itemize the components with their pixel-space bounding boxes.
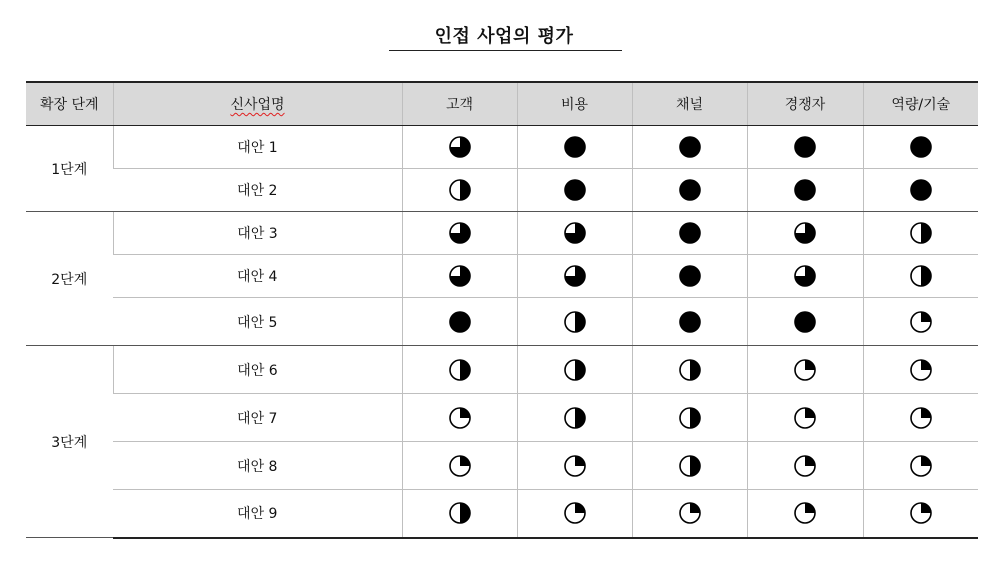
rating-cell <box>517 298 632 346</box>
harvey-ball-icon <box>910 455 932 477</box>
rating-cell <box>402 346 517 394</box>
harvey-ball-icon <box>910 179 932 201</box>
rating-cell <box>863 490 978 538</box>
rating-cell <box>632 346 747 394</box>
harvey-ball-icon <box>564 407 586 429</box>
rating-cell <box>747 212 863 255</box>
table-row <box>26 442 978 490</box>
harvey-ball-icon <box>449 136 471 158</box>
rating-cell <box>863 169 978 212</box>
rating-cell <box>632 126 747 169</box>
harvey-ball-icon <box>794 407 816 429</box>
rating-cell <box>632 212 747 255</box>
harvey-ball-icon <box>910 265 932 287</box>
rating-cell <box>747 169 863 212</box>
stage-cell: 3단계 <box>26 346 113 538</box>
evaluation-table <box>26 81 978 539</box>
harvey-ball-icon <box>449 311 471 333</box>
rating-cell <box>402 169 517 212</box>
harvey-ball-icon <box>794 311 816 333</box>
rating-cell <box>517 394 632 442</box>
harvey-ball-icon <box>794 359 816 381</box>
rating-cell <box>863 212 978 255</box>
rating-cell <box>402 212 517 255</box>
harvey-ball-icon <box>910 222 932 244</box>
harvey-ball-icon <box>794 455 816 477</box>
harvey-ball-icon <box>910 136 932 158</box>
rating-cell <box>402 255 517 298</box>
harvey-ball-icon <box>679 407 701 429</box>
harvey-ball-icon <box>910 311 932 333</box>
table-row <box>26 298 978 346</box>
alternative-name: 대안 8 <box>113 442 402 490</box>
harvey-ball-icon <box>449 455 471 477</box>
harvey-ball-icon <box>564 359 586 381</box>
rating-cell <box>747 255 863 298</box>
rating-cell <box>632 442 747 490</box>
page-title: 인접 사업의 평가 <box>434 26 574 47</box>
title-underline <box>389 50 622 51</box>
harvey-ball-icon <box>794 136 816 158</box>
stage-cell: 2단계 <box>26 212 113 346</box>
alternative-name: 대안 3 <box>113 212 402 255</box>
rating-cell <box>863 346 978 394</box>
rating-cell <box>863 394 978 442</box>
harvey-ball-icon <box>794 222 816 244</box>
harvey-ball-icon <box>794 179 816 201</box>
rating-cell <box>402 126 517 169</box>
rating-cell <box>747 442 863 490</box>
harvey-ball-icon <box>449 222 471 244</box>
table-row <box>26 126 978 169</box>
harvey-ball-icon <box>679 455 701 477</box>
rating-cell <box>747 394 863 442</box>
alternative-name: 대안 6 <box>113 346 402 394</box>
stage-cell: 1단계 <box>26 126 113 212</box>
harvey-ball-icon <box>564 222 586 244</box>
rating-cell <box>863 442 978 490</box>
rating-cell <box>747 126 863 169</box>
rating-cell <box>632 255 747 298</box>
harvey-ball-icon <box>910 502 932 524</box>
rating-cell <box>402 490 517 538</box>
alternative-name: 대안 7 <box>113 394 402 442</box>
header-channel: 채널 <box>632 82 747 126</box>
table-row <box>26 490 978 538</box>
rating-cell <box>402 394 517 442</box>
rating-cell <box>517 346 632 394</box>
harvey-ball-icon <box>679 502 701 524</box>
rating-cell <box>517 169 632 212</box>
harvey-ball-icon <box>449 265 471 287</box>
harvey-ball-icon <box>910 407 932 429</box>
header-stage: 확장 단계 <box>26 82 113 126</box>
rating-cell <box>517 126 632 169</box>
rating-cell <box>747 346 863 394</box>
alternative-name: 대안 2 <box>113 169 402 212</box>
rating-cell <box>747 490 863 538</box>
harvey-ball-icon <box>679 136 701 158</box>
header-customer: 고객 <box>402 82 517 126</box>
harvey-ball-icon <box>794 265 816 287</box>
table-row <box>26 255 978 298</box>
alternative-name: 대안 4 <box>113 255 402 298</box>
harvey-ball-icon <box>564 136 586 158</box>
rating-cell <box>632 394 747 442</box>
rating-cell <box>402 442 517 490</box>
harvey-ball-icon <box>449 359 471 381</box>
table-row <box>26 169 978 212</box>
rating-cell <box>517 442 632 490</box>
harvey-ball-icon <box>449 407 471 429</box>
rating-cell <box>863 298 978 346</box>
rating-cell <box>632 169 747 212</box>
header-cost: 비용 <box>517 82 632 126</box>
harvey-ball-icon <box>794 502 816 524</box>
table-row <box>26 212 978 255</box>
rating-cell <box>402 298 517 346</box>
rating-cell <box>517 255 632 298</box>
alternative-name: 대안 5 <box>113 298 402 346</box>
alternative-name: 대안 1 <box>113 126 402 169</box>
table-row <box>26 394 978 442</box>
harvey-ball-icon <box>679 359 701 381</box>
header-business-name-label: 신사업명 <box>230 97 285 113</box>
harvey-ball-icon <box>564 179 586 201</box>
table-row <box>26 346 978 394</box>
header-capability: 역량/기술 <box>863 82 978 126</box>
alternative-name: 대안 9 <box>113 490 402 538</box>
rating-cell <box>863 255 978 298</box>
rating-cell <box>747 298 863 346</box>
harvey-ball-icon <box>564 311 586 333</box>
rating-cell <box>632 298 747 346</box>
rating-cell <box>632 490 747 538</box>
header-business-name <box>113 82 402 126</box>
harvey-ball-icon <box>449 502 471 524</box>
harvey-ball-icon <box>679 222 701 244</box>
header-competitor: 경쟁자 <box>747 82 863 126</box>
header-row <box>26 82 978 126</box>
harvey-ball-icon <box>564 502 586 524</box>
harvey-ball-icon <box>679 265 701 287</box>
harvey-ball-icon <box>679 179 701 201</box>
harvey-ball-icon <box>564 265 586 287</box>
harvey-ball-icon <box>564 455 586 477</box>
harvey-ball-icon <box>679 311 701 333</box>
harvey-ball-icon <box>910 359 932 381</box>
rating-cell <box>517 490 632 538</box>
rating-cell <box>517 212 632 255</box>
harvey-ball-icon <box>449 179 471 201</box>
rating-cell <box>863 126 978 169</box>
